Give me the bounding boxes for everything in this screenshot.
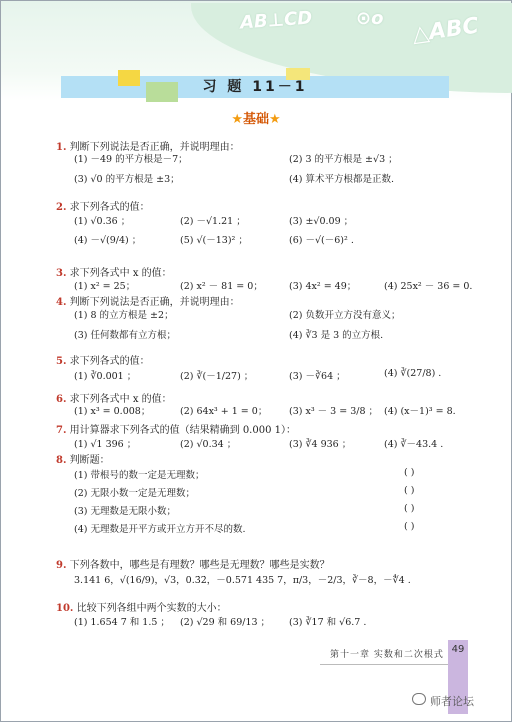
sub-question: (3) －∛64 ； — [289, 371, 346, 382]
sub-question: (2) √0.34 ； — [180, 439, 237, 450]
sub-question: (4) ∛(27/8) . — [384, 368, 442, 379]
sub-question: (2) 负数开立方没有意义； — [289, 310, 401, 321]
sub-question: (3) 无理数是无限小数； — [74, 506, 176, 517]
sub-question: (2) 64x³ + 1 = 0； — [180, 406, 268, 417]
question-number: 2. — [56, 202, 67, 213]
question-number: 3. — [56, 268, 67, 279]
sub-question: (3) ∛4 936 ； — [289, 439, 352, 450]
sub-question: (4) －√(9/4) ； — [74, 235, 142, 246]
sub-question: (3) ±√0.09 ； — [289, 216, 354, 227]
sub-question: (4) 25x² － 36 = 0. — [384, 281, 473, 292]
question-text: 判断下列说法是否正确，并说明理由： — [69, 142, 240, 153]
sub-question: (3) x³ － 3 = 3/8 ； — [289, 406, 379, 417]
question-number: 4. — [56, 297, 67, 308]
sub-question: (4) ∛3 是 3 的立方根. — [289, 330, 384, 341]
question-number: 6. — [56, 394, 67, 405]
question-text: 求下列各式中 x 的值： — [69, 394, 172, 405]
sub-question: (4) ∛－43.4 . — [384, 439, 444, 450]
sub-question: (2) x² － 81 = 0； — [180, 281, 263, 292]
question-number: 5. — [56, 356, 67, 367]
question-heading — [56, 451, 110, 466]
sub-question: (6) －√(－6)² . — [289, 235, 354, 246]
sub-question: (4) (x－1)³ = 8. — [384, 406, 456, 417]
question-heading — [56, 352, 150, 367]
question-number: 10. — [56, 603, 74, 614]
sub-question: (4) 算术平方根都是正数. — [289, 174, 394, 185]
question-text: 用计算器求下列各式的值（结果精确到 0.000 1）： — [69, 425, 296, 436]
answer-blank[interactable]: ( ) — [404, 485, 415, 496]
question-heading — [56, 198, 150, 213]
page-number: 49 — [451, 644, 465, 655]
sub-question: (1) x³ = 0.008； — [74, 406, 151, 417]
sub-question: (3) 任何数都有立方根； — [74, 330, 176, 341]
question-text: 求下列各式的值： — [69, 202, 150, 213]
sub-question: (1) 1.654 7 和 1.5̇ ； — [74, 617, 170, 628]
answer-blank[interactable]: ( ) — [404, 467, 415, 478]
answer-blank[interactable]: ( ) — [404, 521, 415, 532]
header-decoration-circle: ⊙o — [356, 8, 384, 29]
sub-question: (2) 3 的平方根是 ±√3 ； — [289, 154, 398, 165]
sub-question: 3.141 6，√(16/9)，√3，0.3̇2̇，－0.571 435 7，π/3，－2/3，∛－8，－∜4 . — [74, 575, 411, 586]
watermark-text: 师者论坛 — [430, 695, 474, 708]
question-text: 求下列各式中 x 的值： — [69, 268, 172, 279]
question-text: 判断下列说法是否正确，并说明理由： — [69, 297, 240, 308]
star-icon: ★ — [231, 112, 243, 127]
question-heading — [56, 421, 296, 436]
question-heading — [56, 293, 240, 308]
sub-question: (2) 无限小数一定是无理数； — [74, 488, 195, 499]
sub-question: (3) 4x² = 49； — [289, 281, 357, 292]
footer-divider — [320, 664, 448, 665]
sub-question: (1) ∛0.001 ； — [74, 371, 137, 382]
question-heading — [56, 264, 172, 279]
question-number: 9. — [56, 560, 67, 571]
sub-question: (1) √1 396 ； — [74, 439, 137, 450]
exercise-title: 习 题 11－1 — [202, 79, 308, 95]
sub-question: (4) 无理数是开平方或开立方开不尽的数. — [74, 524, 246, 535]
star-icon: ★ — [269, 112, 281, 127]
sub-question: (5) √(－13)² ； — [180, 235, 248, 246]
question-number: 1. — [56, 142, 67, 153]
question-heading — [56, 556, 330, 571]
wechat-icon — [412, 693, 426, 705]
sub-question: (1) －49 的平方根是－7； — [74, 154, 188, 165]
section-heading — [0, 108, 512, 127]
header-decoration-triangle: △ABC — [410, 13, 481, 48]
sub-question: (1) 8 的立方根是 ±2； — [74, 310, 174, 321]
sub-question: (1) √0.36 ； — [74, 216, 131, 227]
sub-question: (2) －√1.21 ； — [180, 216, 246, 227]
header-decoration-perpendicular: AB⊥CD — [239, 7, 313, 34]
chapter-footer: 第十一章 实数和二次根式 — [330, 650, 444, 660]
sub-question: (3) √0 的平方根是 ±3； — [74, 174, 180, 185]
question-text: 下列各数中，哪些是有理数？哪些是无理数？哪些是实数？ — [69, 560, 330, 571]
sub-question: (2) √29 和 69/13 ； — [180, 617, 271, 628]
sub-question: (2) ∛(－1/27) ； — [180, 371, 254, 382]
question-heading — [56, 599, 227, 614]
sub-question: (1) 带根号的数一定是无理数； — [74, 470, 205, 481]
question-text: 比较下列各组中两个实数的大小： — [76, 603, 227, 614]
answer-blank[interactable]: ( ) — [404, 503, 415, 514]
section-label: 基础 — [242, 112, 269, 127]
question-number: 8. — [56, 455, 67, 466]
question-number: 7. — [56, 425, 67, 436]
sub-question: (3) ∛17 和 √6.7 . — [289, 617, 367, 628]
question-text: 判断题： — [69, 455, 110, 466]
sub-question: (1) x² = 25； — [74, 281, 136, 292]
question-text: 求下列各式的值： — [69, 356, 150, 367]
